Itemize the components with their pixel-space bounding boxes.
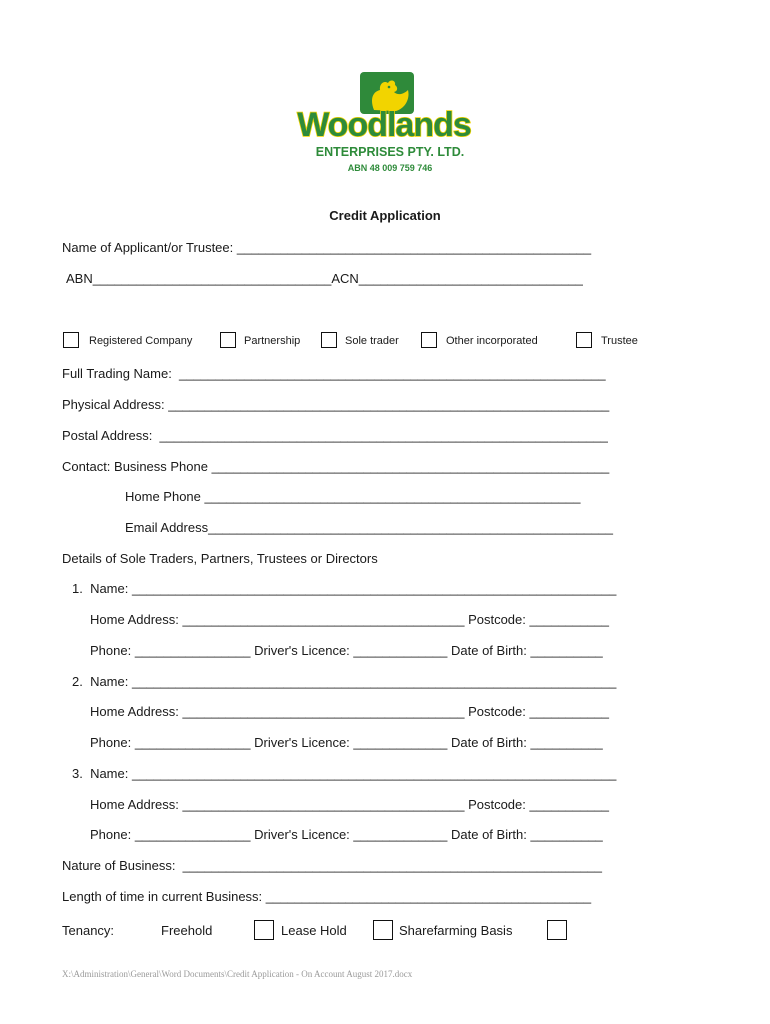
tenancy-label: Tenancy:: [62, 923, 115, 938]
sharefarming-label: Sharefarming Basis: [399, 923, 513, 938]
physical-address-field[interactable]: Physical Address: _____________________________________________________________: [62, 397, 610, 412]
person-3-phone-line[interactable]: Phone: ________________ Driver's Licence: _____________ Date of Birth: __________: [90, 827, 603, 842]
person-1-name-field[interactable]: 1. Name: ___________________________________________________________________: [72, 581, 617, 596]
person-2-phone-line[interactable]: Phone: ________________ Driver's Licence: _____________ Date of Birth: __________: [90, 735, 603, 750]
form-title: Credit Application: [329, 208, 441, 223]
lease-hold-checkbox[interactable]: [373, 920, 393, 940]
footer-file-path: X:\Administration\General\Word Documents\Credit Application - On Account August 2017.docx: [62, 969, 413, 979]
brand-abn: ABN 48 009 759 746: [347, 163, 433, 173]
registered-company-label: Registered Company: [89, 335, 193, 347]
brand-subtitle: ENTERPRISES PTY. LTD.: [315, 145, 465, 159]
sole-trader-label: Sole trader: [345, 335, 399, 347]
person-3-name-field[interactable]: 3. Name: ___________________________________________________________________: [72, 766, 617, 781]
applicant-name-field[interactable]: Name of Applicant/or Trustee: _________________________________________________: [62, 240, 592, 255]
lease-hold-label: Lease Hold: [281, 923, 347, 938]
trustee-label: Trustee: [601, 335, 638, 347]
person-2-name-field[interactable]: 2. Name: ___________________________________________________________________: [72, 674, 617, 689]
details-heading: Details of Sole Traders, Partners, Trustees or Directors: [62, 551, 378, 566]
postal-address-field[interactable]: Postal Address: ______________________________________________________________: [62, 428, 608, 443]
abn-acn-field[interactable]: ABN_________________________________ACN_______________________________: [66, 271, 583, 286]
registered-company-checkbox[interactable]: [63, 332, 79, 348]
freehold-checkbox[interactable]: [254, 920, 274, 940]
person-2-home-address-field[interactable]: Home Address: _______________________________________ Postcode: ___________: [90, 704, 610, 719]
full-trading-name-field[interactable]: Full Trading Name: ___________________________________________________________: [62, 366, 606, 381]
freehold-label: Freehold: [161, 923, 213, 938]
sole-trader-checkbox[interactable]: [321, 332, 337, 348]
other-incorporated-checkbox[interactable]: [421, 332, 437, 348]
business-phone-field[interactable]: Contact: Business Phone _______________________________________________________: [62, 459, 610, 474]
brand-name: Woodlands: [297, 106, 471, 144]
length-of-time-field[interactable]: Length of time in current Business: _____________________________________________: [62, 889, 592, 904]
woodlands-logo: [272, 70, 497, 180]
partnership-label: Partnership: [244, 335, 301, 347]
home-phone-field[interactable]: Home Phone ____________________________________________________: [125, 489, 581, 504]
partnership-checkbox[interactable]: [220, 332, 236, 348]
person-1-phone-line[interactable]: Phone: ________________ Driver's Licence: _____________ Date of Birth: __________: [90, 643, 603, 658]
rooster-icon: [272, 70, 497, 180]
trustee-checkbox[interactable]: [576, 332, 592, 348]
person-3-home-address-field[interactable]: Home Address: _______________________________________ Postcode: ___________: [90, 797, 610, 812]
email-address-field[interactable]: Email Address________________________________________________________: [125, 520, 613, 535]
person-1-home-address-field[interactable]: Home Address: _______________________________________ Postcode: ___________: [90, 612, 610, 627]
sharefarming-checkbox[interactable]: [547, 920, 567, 940]
other-incorporated-label: Other incorporated: [446, 335, 538, 347]
nature-of-business-field[interactable]: Nature of Business: __________________________________________________________: [62, 858, 603, 873]
